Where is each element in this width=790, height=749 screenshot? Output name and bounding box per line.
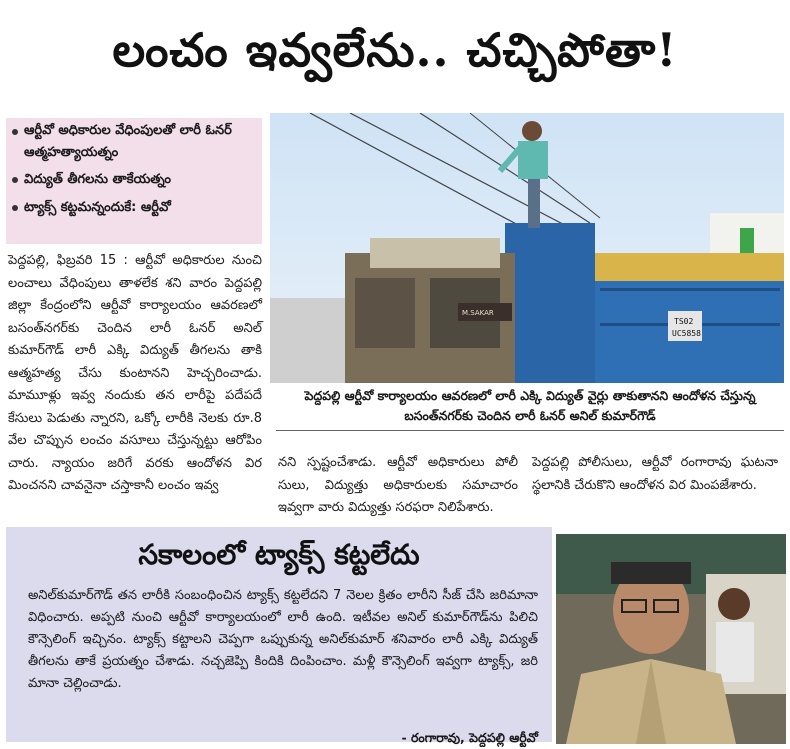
officer-portrait [556,534,786,744]
box-text: అనిల్‌కుమార్‌గౌడ్ తన లారీకి సంబంధించిన ట్యాక్స్ కట్టలేదని 7 నెలల క్రితం లారీని సీజ్ చేసి జరిమానా విధించారు. అప్పటి నుంచి ఆర్టీవో కార్యాలయంలో లారీ ఉంది. ఇటీవల అనిల్ కుమార్‌గౌడ్‌ను పిలిచి కౌన్సెలింగ్ ఇచ్చినం. ట్యాక్స్ కట్టాలని చెప్పగా ఒప్పుకున్న అనిల్‌కుమార్ శనివారం లారీ ఎక్కి విద్యుత్ తీగలను తాకే ప్రయత్నం చేశాడు. నచ్చజెప్పి కిందికి దింపించాం. మళ్లీ కౌన్సెలింగ్ ఇవ్వగా ట్యాక్స్, జరి మానా చెల్లించాడు. [28,588,538,691]
highlight-item [6,166,262,194]
box-title: సకాలంలో ట్యాక్స్ కట్టలేదు [138,538,420,571]
bullet-dot-icon [12,177,18,183]
officer-photo [556,534,786,744]
highlight-text: ఆర్టీవో అధికారుల వేధింపులతో లారీ ఓనర్ ఆత్మహత్యాయత్నం [24,123,232,160]
highlight-text: విద్యుత్ తీగలను తాకేయత్నం [24,172,172,187]
plate-line-2: UC5858 [672,329,701,338]
bullet-dot-icon [12,205,18,211]
box-signature: - రంగారావు, పెద్దపల్లి ఆర్టీవో [401,730,538,745]
truck-protest-photo [270,113,784,383]
rto-statement-box [6,527,552,745]
highlight-text: ట్యాక్స్ కట్టమన్నందుకే: ఆర్టీవో [24,200,171,215]
highlight-item [6,118,262,166]
plate-line-1: TS02 [674,317,694,326]
article-left-column: పెద్దపల్లి, ఫిబ్రవరి 15 : ఆర్టీవో అధికారుల నుంచి లంచాలు వేధింపులు తాళలేక శని వారం పెద్దపల్లి జిల్లా కేంద్రంలోని ఆర్టీవో కార్యాలయం ఆవరణలో బసంత్‌నగర్‌కు చెందిన లారీ ఓనర్ అనిల్ కుమార్‌గౌడ్ లారీ ఎక్కి విద్యుత్ తీగలను తాకి ఆత్మహత్య చేసు కుంటానని హెచ్చరించాడు. మామూళ్లు ఇవ్వ నందుకు తన లారీపై పదేపదే కేసులు పెడుతు న్నారని, ఒక్కో లారీకి నెలకు రూ.8 వేల చొప్పున లంచం వసూలు చేస్తున్నట్టు ఆరోపిం చారు. న్యాయం జరిగే వరకు ఆందోళన విర మించనని చావనైనా చస్తాకానీ లంచం ఇవ్వ [8,253,262,493]
headline: లంచం ఇవ్వలేను.. చచ్చిపోతా! [112,23,678,77]
truck-sign-text: M.SAKAR [462,309,494,317]
highlight-item [6,194,262,222]
photo-caption: పెద్దపల్లి ఆర్టీవో కార్యాలయం ఆవరణలో లారీ ఎక్కి విద్యుత్ వైర్లు తాకుతానని ఆందోళన చేస్తున్న బసంత్‌నగర్‌కు చెందిన లారీ ఓనర్ అనిల్ కుమార్‌గౌడ్ [304,388,756,423]
caption-divider [276,430,784,431]
bullet-dot-icon [12,129,18,135]
article-right-column: పెద్దపల్లి పోలీసులు, ఆర్టీవో రంగారావు ఘటనా స్థలానికి చేరుకొని ఆందోళన విర మింపజేశారు. [532,455,778,493]
highlights-box [6,118,262,244]
article-middle-column: నని స్పష్టంచేశాడు. ఆర్టీవో అధికారులు పోలీ సులు, విద్యుత్తు అధికారులకు సమాచారం ఇవ్వగా వారు విద్యుత్తు సరఫరా నిలిపేశారు. [278,455,518,515]
news-photo [270,113,784,383]
